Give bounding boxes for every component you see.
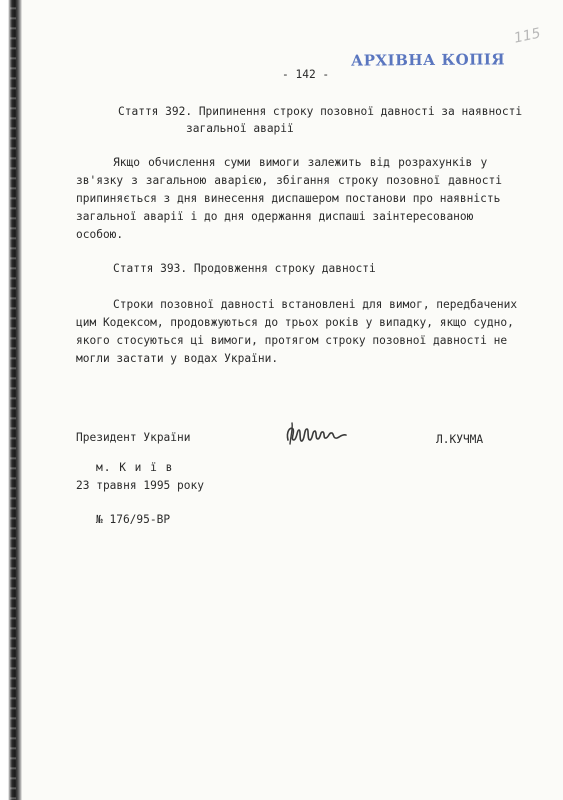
article-392-paragraph-line: зв'язку з загальною аварією, збігання строку позовної давності [76, 174, 502, 187]
handwritten-signature [284, 420, 352, 448]
signatory-title: Президент України [76, 431, 191, 444]
article-392-paragraph-line: особою. [76, 228, 124, 241]
article-392-paragraph-line: припиняється з дня винесення диспашером постанови про наявність [76, 192, 501, 205]
article-392-heading-cont: загальної аварії [186, 122, 294, 135]
archive-sheet-number: 115 [512, 25, 543, 47]
scanner-edge-noise [10, 0, 16, 800]
article-393-paragraph-line: якого стосуються ці вимоги, протягом строку позовної давності не [76, 334, 508, 347]
article-392-paragraph-line: загальної аварії і до дня одержання диспаші заінтересованою [76, 210, 474, 223]
issue-city: м. К и ї в [96, 461, 174, 474]
article-392-heading: Стаття 392. Припинення строку позовної давності за наявності [118, 105, 523, 118]
archive-copy-stamp: АРХІВНА КОПІЯ [350, 50, 506, 70]
article-393-paragraph-line: Строки позовної давності встановлені для вимог, передбачених [113, 298, 518, 311]
article-392-paragraph-line: Якщо обчислення суми вимоги залежить від розрахунків у [113, 156, 488, 169]
document-number: № 176/95-ВР [96, 513, 171, 526]
article-393-heading: Стаття 393. Продовження строку давності [113, 262, 376, 275]
page-number: - 142 - [282, 68, 330, 81]
issue-date: 23 травня 1995 року [76, 479, 204, 492]
signatory-name: Л.КУЧМА [436, 433, 484, 446]
article-393-paragraph-line: цим Кодексом, продовжуються до трьох років у випадку, якщо судно, [76, 316, 514, 329]
article-393-paragraph-line: могли застати у водах України. [76, 352, 279, 365]
